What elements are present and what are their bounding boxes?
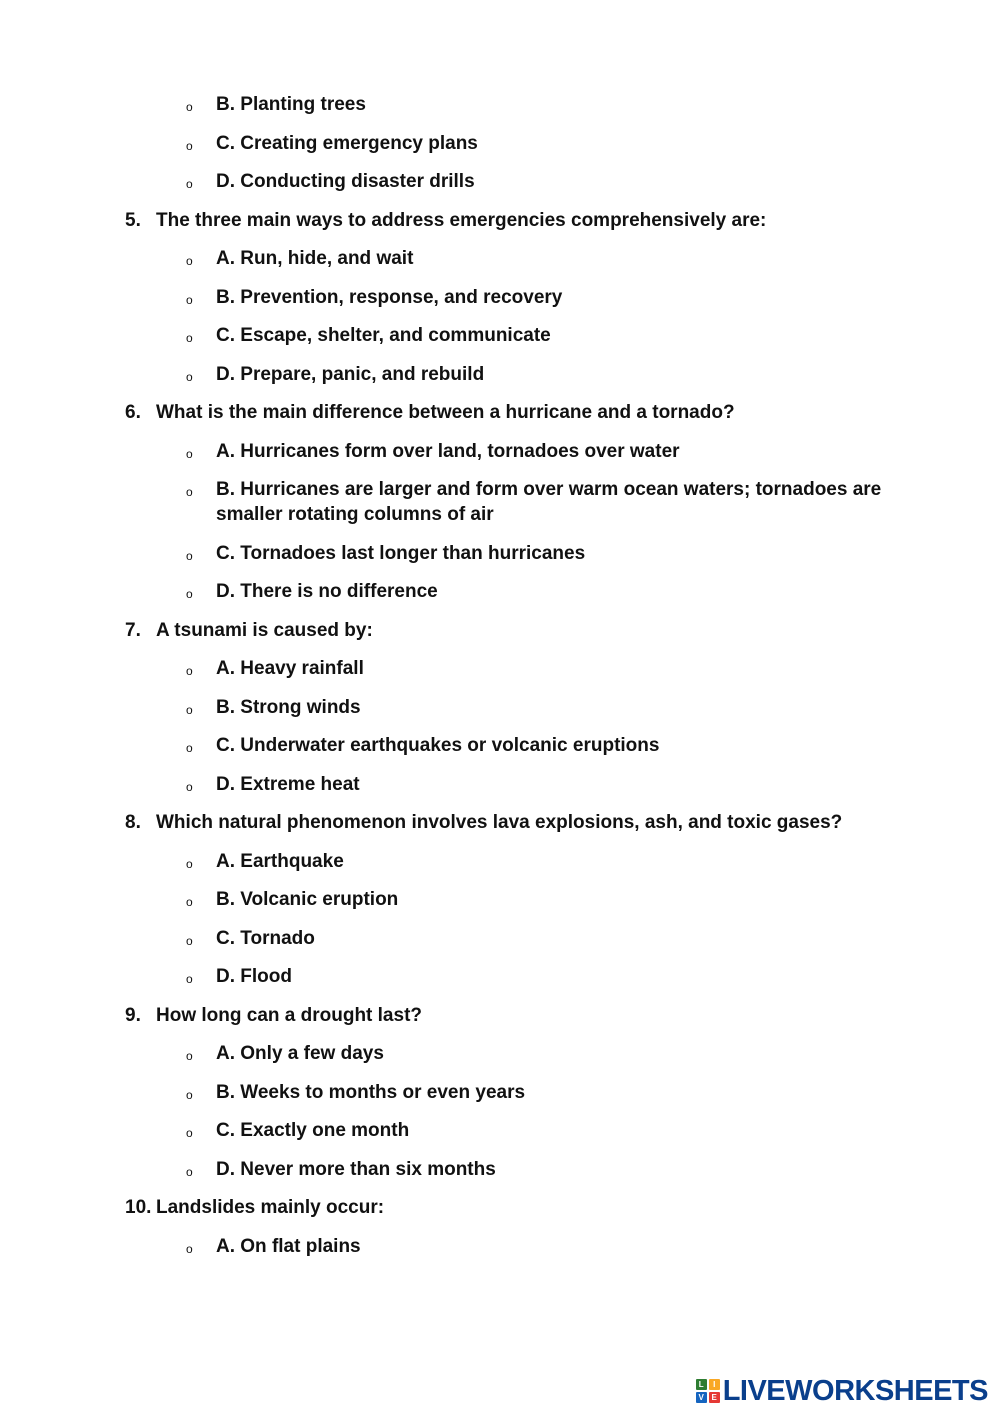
question-text: A tsunami is caused by: (156, 619, 373, 641)
bullet-circle-icon: o (186, 331, 193, 345)
list-item (186, 541, 936, 566)
option-text: C. Creating emergency plans (216, 132, 478, 154)
list-item (186, 733, 936, 758)
list-item (186, 964, 936, 989)
bullet-circle-icon: o (186, 933, 193, 948)
question-number: 7. (125, 619, 141, 641)
option-text: C. Tornadoes last longer than hurricanes (216, 542, 586, 564)
list-item (186, 285, 936, 310)
bullet-circle-icon: o (186, 702, 193, 717)
worksheet-content (0, 92, 1000, 1272)
logo-letter-v: V (696, 1392, 707, 1403)
option-text: A. Heavy rainfall (216, 658, 364, 679)
question-number: 8. (125, 812, 141, 833)
bullet-circle-icon: o (186, 1126, 193, 1140)
logo-letter-e: E (709, 1392, 720, 1403)
question-6 (125, 400, 936, 425)
question-text: Which natural phenomenon involves lava explosions, ash, and toxic gases? (156, 812, 843, 833)
option-text: B. Planting trees (216, 94, 366, 115)
list-item (186, 439, 936, 464)
list-item (186, 362, 936, 387)
option-text: A. Earthquake (216, 850, 344, 872)
option-text: D. Extreme heat (216, 773, 360, 795)
list-item (186, 246, 936, 271)
list-item (186, 323, 936, 348)
bullet-circle-icon: o (186, 138, 193, 153)
question-number: 10. (125, 1197, 152, 1218)
list-item (186, 1080, 936, 1105)
list-item (186, 477, 936, 527)
list-item (186, 169, 936, 194)
list-item (186, 849, 936, 874)
option-text: D. Flood (216, 966, 292, 987)
option-text: A. Only a few days (216, 1043, 384, 1064)
option-text: B. Hurricanes are larger and form over warm ocean waters; tornadoes are smaller rotating columns of air (216, 479, 882, 525)
list-item (186, 1234, 936, 1259)
bullet-circle-icon: o (186, 779, 193, 794)
option-text: C. Escape, shelter, and communicate (216, 325, 551, 346)
option-text: C. Underwater earthquakes or volcanic eruptions (216, 735, 660, 756)
option-text: A. Run, hide, and wait (216, 248, 414, 269)
bullet-circle-icon: o (186, 856, 193, 871)
bullet-circle-icon: o (186, 100, 193, 114)
bullet-circle-icon: o (186, 664, 193, 678)
option-text: D. Never more than six months (216, 1158, 496, 1180)
list-item (186, 92, 936, 117)
bullet-circle-icon: o (186, 254, 193, 268)
logo-letter-l: L (696, 1379, 707, 1390)
question-number: 5. (125, 209, 141, 231)
bullet-circle-icon: o (186, 548, 193, 563)
question-text: What is the main difference between a hurricane and a tornado? (156, 402, 735, 423)
option-text: B. Weeks to months or even years (216, 1081, 526, 1103)
list-item (186, 131, 936, 156)
bullet-circle-icon: o (186, 369, 193, 384)
bullet-circle-icon: o (186, 1087, 193, 1102)
question-7 (125, 618, 936, 643)
option-text: D. Conducting disaster drills (216, 171, 475, 192)
list-item (186, 1157, 936, 1182)
option-text: C. Tornado (216, 927, 315, 949)
question-number: 9. (125, 1004, 141, 1026)
bullet-circle-icon: o (186, 1049, 193, 1063)
bullet-circle-icon: o (186, 895, 193, 909)
bullet-circle-icon: o (186, 741, 193, 755)
logo-mark-icon (696, 1379, 720, 1403)
bullet-circle-icon: o (186, 485, 193, 499)
bullet-circle-icon: o (186, 587, 193, 601)
bullet-circle-icon: o (186, 972, 193, 986)
list-item (186, 772, 936, 797)
bullet-circle-icon: o (186, 1164, 193, 1179)
option-text: D. There is no difference (216, 581, 438, 602)
list-item (186, 579, 936, 604)
option-text: D. Prepare, panic, and rebuild (216, 363, 485, 385)
question-text: How long can a drought last? (156, 1004, 422, 1026)
question-5 (125, 208, 936, 233)
option-text: C. Exactly one month (216, 1120, 410, 1141)
logo-letter-i: I (709, 1379, 720, 1390)
list-item (186, 887, 936, 912)
option-text: B. Volcanic eruption (216, 889, 399, 910)
list-item (186, 1118, 936, 1143)
list-item (186, 656, 936, 681)
option-text: B. Prevention, response, and recovery (216, 286, 563, 308)
option-text: A. Hurricanes form over land, tornadoes over water (216, 440, 680, 462)
liveworksheets-logo (696, 1376, 988, 1406)
question-text: Landslides mainly occur: (156, 1197, 385, 1218)
question-10 (125, 1195, 936, 1220)
brand-name: LIVEWORKSHEETS (722, 1374, 988, 1407)
bullet-circle-icon: o (186, 1241, 193, 1256)
bullet-circle-icon: o (186, 446, 193, 461)
option-text: A. On flat plains (216, 1235, 361, 1257)
question-8 (125, 810, 936, 835)
list-item (186, 695, 936, 720)
list-item (186, 926, 936, 951)
question-9 (125, 1003, 936, 1028)
question-text: The three main ways to address emergencies comprehensively are: (156, 209, 767, 231)
option-text: B. Strong winds (216, 696, 361, 718)
question-number: 6. (125, 402, 141, 423)
bullet-circle-icon: o (186, 177, 193, 191)
bullet-circle-icon: o (186, 292, 193, 307)
list-item (186, 1041, 936, 1066)
